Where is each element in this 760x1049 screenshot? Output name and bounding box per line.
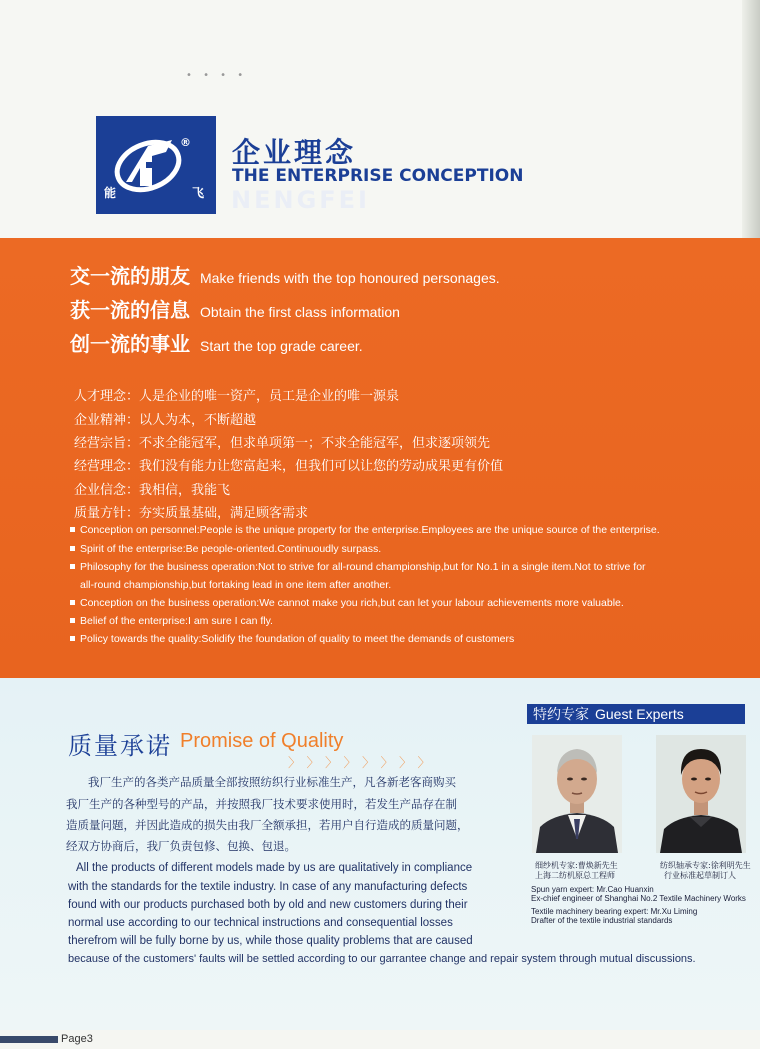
quality-cn-line: 造质量问题，并因此造成的损失由我厂全额承担，若用户自行造成的质量问题， bbox=[66, 818, 469, 832]
motto-line bbox=[70, 294, 400, 324]
bullet-square-icon bbox=[70, 564, 75, 569]
quality-cn-line: 经双方协商后，我厂负责包修、包换、包退。 bbox=[66, 839, 296, 853]
expert-caption-en: Drafter of the textile industrial standards bbox=[531, 916, 673, 925]
footer-bar bbox=[0, 1036, 58, 1043]
quality-en-line: therefrom will be fully borne by us, while those quality problems that are caused bbox=[68, 935, 473, 947]
bullet-square-icon bbox=[70, 546, 75, 551]
philosophy-en-text: Belief of the enterprise:I am sure I can fly. bbox=[80, 615, 273, 627]
motto-line bbox=[70, 328, 363, 358]
page-title-en: THE ENTERPRISE CONCEPTION bbox=[232, 166, 524, 186]
motto-en: Make friends with the top honoured personages. bbox=[200, 270, 500, 286]
registered-mark: ® bbox=[180, 136, 191, 149]
expert-caption-cn: 上海二纺机原总工程师 bbox=[535, 871, 615, 880]
philosophy-en-continuation: all-round championship,but fortaking lead in one item after another. bbox=[80, 579, 392, 591]
page-fold-shadow bbox=[742, 0, 760, 238]
philosophy-cn-line: 经营理念：我们没有能力让您富起来，但我们可以让您的劳动成果更有价值 bbox=[74, 459, 504, 474]
philosophy-en-item bbox=[70, 615, 273, 627]
quality-en-line: found with our products purchased both by old and new customers during their bbox=[68, 899, 468, 911]
decorative-dots: • • • • bbox=[186, 70, 248, 81]
philosophy-en-item bbox=[70, 561, 646, 573]
chevron-decoration-icon: 〉〉〉〉〉〉〉〉 bbox=[288, 756, 443, 771]
logo-char-neng: 能 bbox=[104, 186, 117, 200]
philosophy-en-text: Conception on personnel:People is the unique property for the enterprise.Employees are the unique source of the enterprise. bbox=[80, 524, 660, 536]
expert-caption-en: Textile machinery bearing expert: Mr.Xu Liming bbox=[531, 907, 698, 916]
expert-photo-cao bbox=[532, 735, 622, 853]
expert-caption-en: Ex-chief engineer of Shanghai No.2 Textile Machinery Works bbox=[531, 894, 746, 903]
philosophy-cn-line: 质量方针：夯实质量基础，满足顾客需求 bbox=[74, 506, 309, 521]
expert-caption-cn: 纺织轴承专家:徐利明先生 bbox=[660, 861, 751, 870]
page-number: Page3 bbox=[61, 1033, 93, 1045]
quality-en-line: with the standards for the textile industry. In case of any manufacturing defects bbox=[68, 881, 468, 893]
quality-cn-line: 我厂生产的各类产品质量全部按照纺织行业标准生产，凡各新老客商购买 bbox=[88, 775, 456, 789]
motto-cn: 获一流的信息 bbox=[70, 298, 190, 322]
philosophy-en-item bbox=[70, 597, 624, 609]
bullet-square-icon bbox=[70, 527, 75, 532]
bullet-square-icon bbox=[70, 618, 75, 623]
bullet-square-icon bbox=[70, 636, 75, 641]
expert-caption-cn: 细纱机专家:曹焕新先生 bbox=[535, 861, 618, 870]
guest-experts-title-en: Guest Experts bbox=[595, 706, 684, 722]
quality-title-cn: 质量承诺 bbox=[68, 732, 172, 760]
philosophy-en-item bbox=[70, 524, 660, 536]
philosophy-en-text: Policy towards the quality:Solidify the foundation of quality to meet the demands of customers bbox=[80, 633, 515, 645]
philosophy-cn-line: 企业精神：以人为本，不断超越 bbox=[74, 413, 257, 428]
philosophy-en-item bbox=[70, 633, 514, 645]
motto-line bbox=[70, 260, 500, 290]
motto-en: Obtain the first class information bbox=[200, 304, 400, 320]
philosophy-cn-line: 人才理念：人是企业的唯一资产，员工是企业的唯一源泉 bbox=[74, 389, 400, 404]
motto-cn: 创一流的事业 bbox=[70, 332, 190, 356]
logo-char-fei: 飞 bbox=[192, 186, 205, 200]
expert-caption-en: Spun yarn expert: Mr.Cao Huanxin bbox=[531, 885, 654, 894]
bullet-square-icon bbox=[70, 600, 75, 605]
quality-en-line: because of the customers' faults will be settled according to our garrantee change and repair system through mutual discussions. bbox=[68, 953, 696, 965]
philosophy-cn-line: 经营宗旨：不求全能冠军，但求单项第一；不求全能冠军，但求逐项领先 bbox=[74, 436, 491, 451]
quality-title-en: Promise of Quality bbox=[180, 730, 344, 752]
expert-photo-xu bbox=[656, 735, 746, 853]
motto-en: Start the top grade career. bbox=[200, 338, 363, 354]
philosophy-cn-line: 企业信念：我相信，我能飞 bbox=[74, 483, 231, 498]
page-title-cn: 企业理念 bbox=[232, 136, 357, 169]
quality-cn-line: 我厂生产的各种型号的产品，并按照我厂技术要求使用时，若发生产品存在制 bbox=[66, 797, 457, 811]
philosophy-en-text: Conception on the business operation:We cannot make you rich,but can let your labour achievements more valuable. bbox=[80, 597, 624, 609]
philosophy-en-item bbox=[70, 543, 381, 555]
philosophy-en-text: Spirit of the enterprise:Be people-oriented.Continuoudly surpass. bbox=[80, 543, 382, 555]
motto-cn: 交一流的朋友 bbox=[70, 264, 190, 288]
philosophy-en-text: Philosophy for the business operation:Not to strive for all-round championship,but for No.1 in a single item.Not to strive for bbox=[80, 561, 646, 573]
quality-en-line: normal use according to our technical instructions and consequential losses bbox=[68, 917, 453, 929]
brand-watermark: NENGFEI bbox=[231, 186, 370, 214]
guest-experts-badge bbox=[527, 704, 745, 724]
expert-caption-cn: 行业标准起草制订人 bbox=[664, 871, 736, 880]
company-logo bbox=[96, 116, 216, 214]
quality-en-line: All the products of different models made by us are qualitatively in compliance bbox=[76, 862, 473, 874]
guest-experts-title-cn: 特约专家 bbox=[533, 707, 589, 723]
